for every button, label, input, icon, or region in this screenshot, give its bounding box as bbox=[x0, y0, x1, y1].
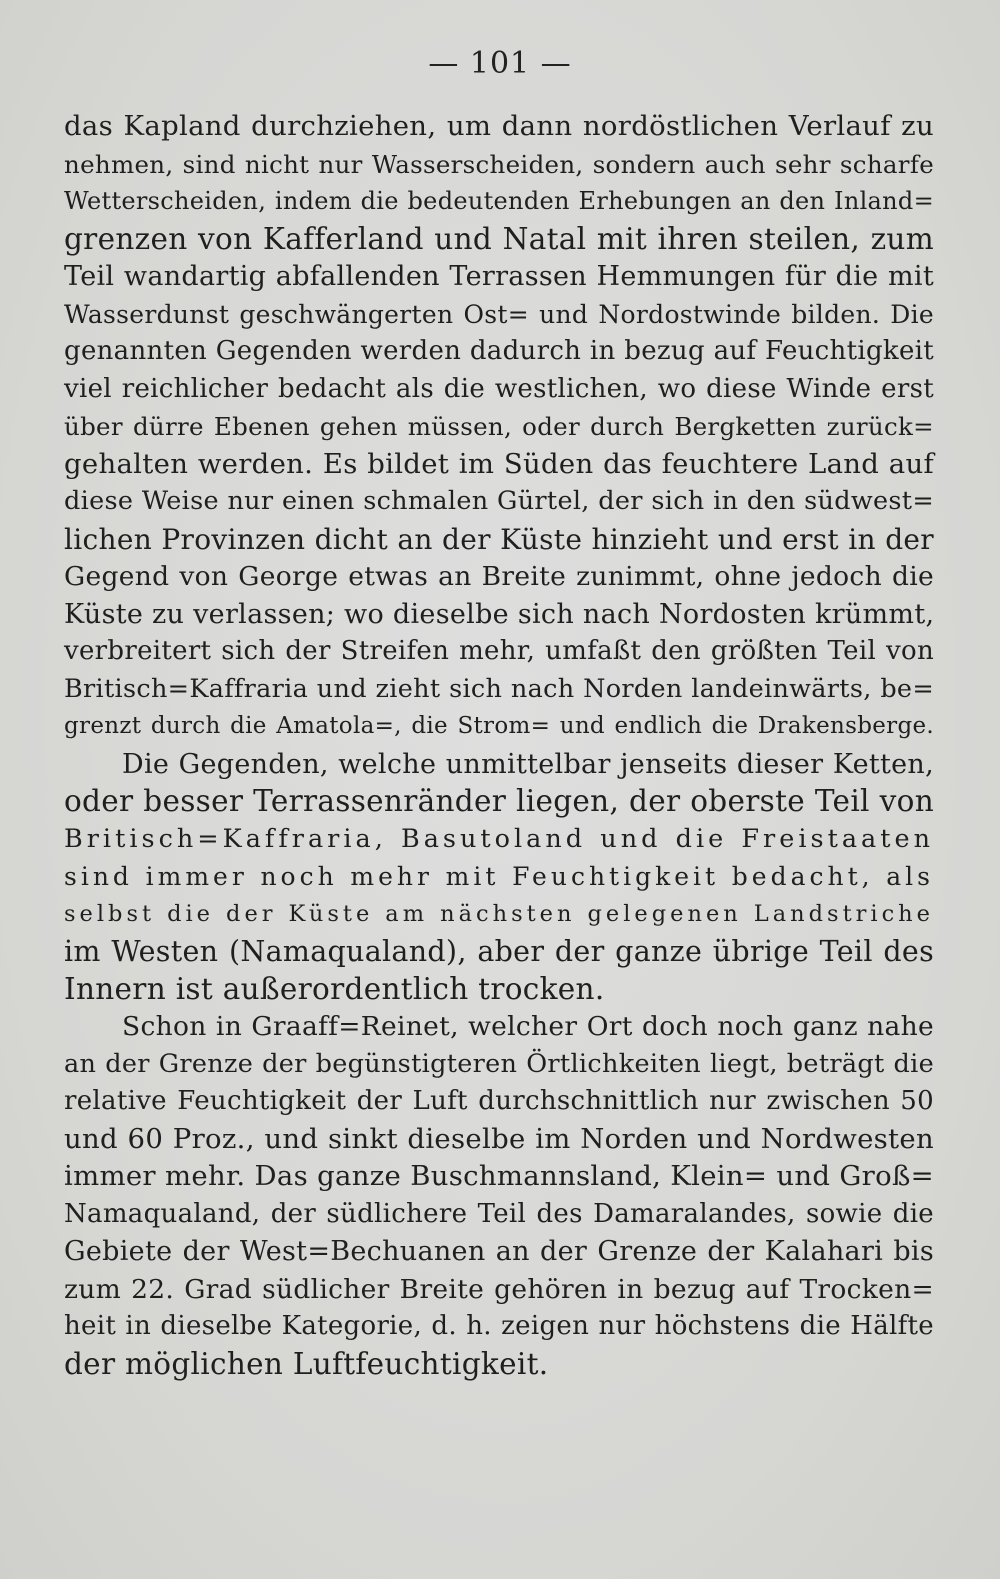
text-line: relative Feuchtigkeit der Luft durchschnittlich nur zwischen 50 bbox=[64, 1086, 934, 1116]
text-line: Gebiete der West=Bechuanen an der Grenze der Kalahari bis bbox=[64, 1236, 934, 1267]
text-line: immer mehr. Das ganze Buschmannsland, Klein= und Groß= bbox=[64, 1160, 934, 1192]
text-line: Wetterscheiden, indem die bedeutenden Erhebungen an den Inland= bbox=[64, 187, 934, 215]
text-line: grenzt durch die Amatola=, die Strom= und endlich die Drakensberge. bbox=[64, 713, 934, 739]
text-line: heit in dieselbe Kategorie, d. h. zeigen nur höchstens die Hälfte bbox=[64, 1311, 934, 1341]
text-line: Britisch=Kaffraria und zieht sich nach Norden landeinwärts, be= bbox=[64, 673, 934, 704]
paragraph-3 bbox=[64, 1008, 934, 1383]
text-line: Wasserdunst geschwängerten Ost= und Nordostwinde bilden. Die bbox=[64, 299, 934, 329]
page-number: — 101 — bbox=[428, 46, 572, 81]
text-line: Innern ist außerordentlich trocken. bbox=[64, 971, 605, 1006]
text-line: Küste zu verlassen; wo dieselbe sich nach Nordosten krümmt, bbox=[64, 598, 935, 630]
text-line: verbreitert sich der Streifen mehr, umfaßt den größten Teil von bbox=[64, 636, 934, 666]
text-line: diese Weise nur einen schmalen Gürtel, der sich in den südwest= bbox=[64, 486, 934, 516]
text-line: viel reichlicher bedacht als die westlichen, wo diese Winde erst bbox=[64, 373, 934, 404]
text-line: Die Gegenden, welche unmittelbar jenseits dieser Ketten, bbox=[122, 748, 934, 780]
text-line: das Kapland durchziehen, um dann nordöstlichen Verlauf zu bbox=[64, 110, 934, 142]
text-line: Britisch=Kaffraria, Basutoland und die Freistaaten bbox=[64, 823, 934, 854]
paragraph-1 bbox=[64, 108, 934, 746]
text-line: und 60 Proz., und sinkt dieselbe im Norden und Nordwesten bbox=[64, 1122, 934, 1155]
text-line: zum 22. Grad südlicher Breite gehören in bezug auf Trocken= bbox=[64, 1273, 934, 1305]
body-text bbox=[64, 108, 934, 1383]
text-line: Gegend von George etwas an Breite zunimmt, ohne jedoch die bbox=[64, 561, 934, 592]
text-line: grenzen von Kafferland und Natal mit ihren steilen, zum bbox=[64, 221, 934, 256]
text-line: im Westen (Namaqualand), aber der ganze übrige Teil des bbox=[64, 935, 934, 968]
text-line: über dürre Ebenen gehen müssen, oder durch Bergketten zurück= bbox=[64, 412, 934, 441]
text-line: nehmen, sind nicht nur Wasserscheiden, sondern auch sehr scharfe bbox=[64, 149, 934, 179]
text-line: lichen Provinzen dicht an der Küste hinzieht und erst in der bbox=[64, 522, 934, 556]
text-line: an der Grenze der begünstigteren Örtlichkeiten liegt, beträgt die bbox=[64, 1048, 934, 1079]
text-line: oder besser Terrassenränder liegen, der oberste Teil von bbox=[64, 784, 934, 818]
text-line: Namaqualand, der südlichere Teil des Damaralandes, sowie die bbox=[64, 1198, 934, 1229]
text-line: Teil wandartig abfallenden Terrassen Hemmungen für die mit bbox=[64, 261, 934, 292]
text-line: der möglichen Luftfeuchtigkeit. bbox=[64, 1346, 549, 1381]
text-line: selbst die der Küste am nächsten gelegenen Landstriche bbox=[64, 900, 934, 927]
paragraph-2 bbox=[64, 746, 934, 1009]
text-line: sind immer noch mehr mit Feuchtigkeit bedacht, als bbox=[64, 862, 934, 891]
text-line: Schon in Graaff=Reinet, welcher Ort doch noch ganz nahe bbox=[122, 1011, 934, 1042]
text-line: gehalten werden. Es bildet im Süden das feuchtere Land auf bbox=[64, 447, 934, 480]
text-line: genannten Gegenden werden dadurch in bezug auf Feuchtigkeit bbox=[64, 336, 934, 366]
